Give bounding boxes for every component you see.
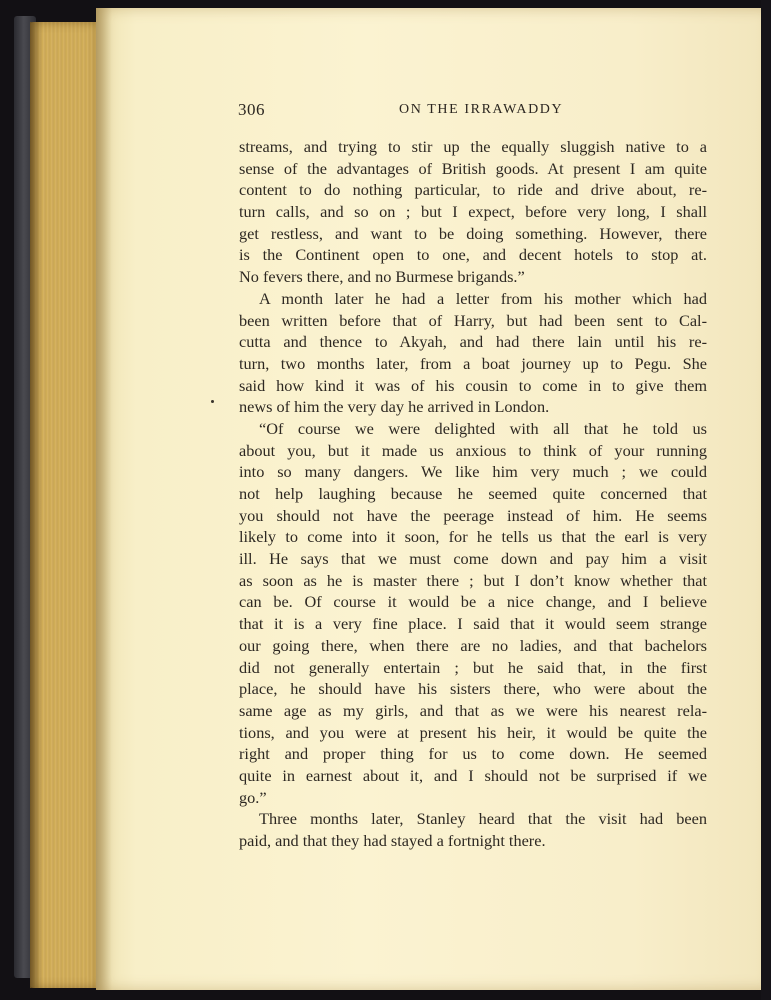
- text-line: did not generally entertain ; but he said that, in the first: [239, 657, 707, 677]
- text-line: our going there, when there are no ladies, and that bachelors: [239, 635, 707, 655]
- text-line: Three months later, Stanley heard that the visit had been: [259, 809, 707, 829]
- text-line: that it is a very fine place. I said that it would seem strange: [239, 614, 707, 634]
- text-line: tions, and you were at present his heir, it would be quite the: [239, 722, 707, 742]
- text-line: get restless, and want to be doing something. However, there: [239, 223, 707, 243]
- page-number: 306: [238, 100, 265, 119]
- text-line: said how kind it was of his cousin to come in to give them: [239, 375, 707, 395]
- text-line: streams, and trying to stir up the equally sluggish native to a: [239, 137, 707, 156]
- text-line: about you, but it made us anxious to think of your running: [239, 440, 707, 460]
- text-line: same age as my girls, and that as we were his nearest rela-: [239, 700, 707, 720]
- text-line: turn calls, and so on ; but I expect, before very long, I shall: [239, 202, 707, 222]
- text-line: cutta and thence to Akyah, and had there lain until his re-: [239, 332, 707, 352]
- text-line: content to do nothing particular, to ride and drive about, re-: [239, 180, 707, 200]
- text-line: is the Continent open to one, and decent hotels to stop at.: [239, 245, 707, 265]
- text-line: news of him the very day he arrived in London.: [239, 397, 550, 417]
- text-line: place, he should have his sisters there, who were about the: [239, 679, 707, 699]
- text-line: quite in earnest about it, and I should not be surprised if we: [239, 765, 707, 785]
- text-line: sense of the advantages of British goods. At present I am quite: [239, 158, 707, 178]
- text-line: “Of course we were delighted with all that he told us: [259, 418, 707, 438]
- body-text: [239, 136, 707, 852]
- text-line: turn, two months later, from a boat journey up to Pegu. She: [239, 353, 707, 373]
- page-edges: [30, 22, 104, 988]
- text-line: go.”: [239, 787, 267, 807]
- text-line: likely to come into it soon, for he tells us that the earl is very: [239, 527, 707, 547]
- text-line: been written before that of Harry, but had been sent to Cal-: [239, 310, 707, 330]
- text-line: A month later he had a letter from his mother which had: [259, 288, 707, 308]
- ink-speck: [211, 400, 214, 403]
- text-line: can be. Of course it would be a nice change, and I believe: [239, 592, 707, 612]
- scan-border: [761, 0, 771, 1000]
- gutter-shadow: [96, 8, 112, 990]
- text-line: not help laughing because he seemed quite concerned that: [239, 484, 707, 503]
- text-line: right and proper thing for us to come down. He seemed: [239, 744, 707, 764]
- text-line: ill. He says that we must come down and pay him a visit: [239, 549, 707, 569]
- text-line: you should not have the peerage instead of him. He seems: [239, 505, 707, 525]
- text-line: paid, and that they had stayed a fortnight there.: [239, 831, 546, 850]
- running-head: ON THE IRRAWADDY: [399, 102, 564, 117]
- text-line: No fevers there, and no Burmese brigands.”: [239, 267, 525, 287]
- text-line: as soon as he is master there ; but I don’t know whether that: [239, 570, 707, 590]
- text-line: into so many dangers. We like him very much ; we could: [239, 462, 707, 482]
